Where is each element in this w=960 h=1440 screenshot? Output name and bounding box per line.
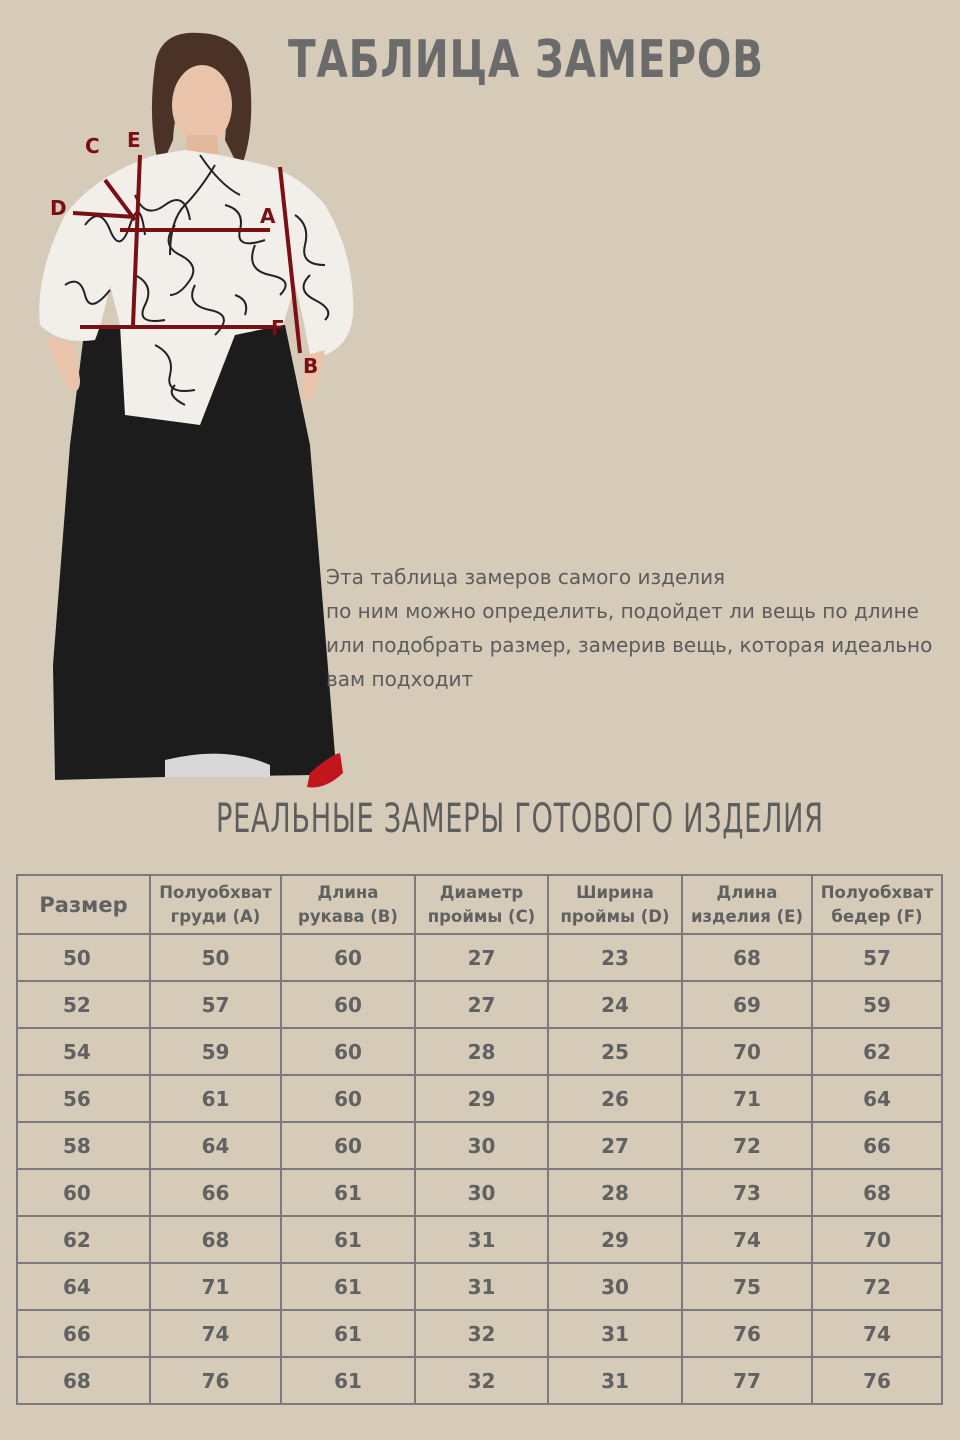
size-cell: 54 bbox=[17, 1028, 150, 1075]
value-cell: 76 bbox=[682, 1310, 812, 1357]
value-cell: 23 bbox=[548, 934, 682, 981]
measurements-table bbox=[16, 874, 943, 1405]
label-a: A bbox=[260, 204, 276, 228]
column-header bbox=[548, 875, 682, 934]
value-cell: 60 bbox=[281, 934, 415, 981]
value-cell: 31 bbox=[415, 1216, 548, 1263]
value-cell: 30 bbox=[415, 1169, 548, 1216]
column-header bbox=[812, 875, 942, 934]
column-header bbox=[281, 875, 415, 934]
value-cell: 71 bbox=[150, 1263, 281, 1310]
label-c: C bbox=[85, 134, 100, 158]
value-cell: 61 bbox=[281, 1169, 415, 1216]
column-header bbox=[17, 875, 150, 934]
value-cell: 28 bbox=[415, 1028, 548, 1075]
value-cell: 62 bbox=[812, 1028, 942, 1075]
table-row bbox=[17, 981, 942, 1028]
value-cell: 61 bbox=[281, 1216, 415, 1263]
page-title: ТАБЛИЦА ЗАМЕРОВ bbox=[288, 30, 764, 90]
value-cell: 72 bbox=[812, 1263, 942, 1310]
size-cell: 64 bbox=[17, 1263, 150, 1310]
table-row bbox=[17, 1122, 942, 1169]
column-header-line: Длина bbox=[317, 882, 379, 902]
value-cell: 60 bbox=[281, 1028, 415, 1075]
column-header-line: Полуобхват bbox=[159, 882, 272, 902]
value-cell: 30 bbox=[548, 1263, 682, 1310]
column-header-line: Размер bbox=[39, 892, 128, 917]
value-cell: 24 bbox=[548, 981, 682, 1028]
column-header bbox=[150, 875, 281, 934]
value-cell: 64 bbox=[150, 1122, 281, 1169]
value-cell: 50 bbox=[150, 934, 281, 981]
size-cell: 62 bbox=[17, 1216, 150, 1263]
value-cell: 28 bbox=[548, 1169, 682, 1216]
column-header bbox=[415, 875, 548, 934]
intro-text bbox=[326, 560, 956, 696]
intro-line: по ним можно определить, подойдет ли вещь по длине bbox=[326, 599, 919, 623]
label-f: F bbox=[271, 316, 285, 340]
value-cell: 57 bbox=[150, 981, 281, 1028]
value-cell: 27 bbox=[415, 934, 548, 981]
value-cell: 27 bbox=[415, 981, 548, 1028]
value-cell: 31 bbox=[548, 1310, 682, 1357]
intro-line: или подобрать размер, замерив вещь, которая идеально bbox=[326, 633, 933, 657]
column-header-line: изделия (Е) bbox=[690, 906, 803, 926]
value-cell: 31 bbox=[548, 1357, 682, 1404]
table-row bbox=[17, 1028, 942, 1075]
value-cell: 70 bbox=[812, 1216, 942, 1263]
model-figure bbox=[25, 25, 365, 795]
value-cell: 73 bbox=[682, 1169, 812, 1216]
value-cell: 60 bbox=[281, 981, 415, 1028]
intro-line: Эта таблица замеров самого изделия bbox=[326, 565, 726, 589]
value-cell: 74 bbox=[812, 1310, 942, 1357]
value-cell: 68 bbox=[150, 1216, 281, 1263]
intro-line: вам подходит bbox=[326, 667, 474, 691]
value-cell: 76 bbox=[812, 1357, 942, 1404]
column-header-line: Полуобхват bbox=[820, 882, 934, 902]
value-cell: 29 bbox=[548, 1216, 682, 1263]
value-cell: 66 bbox=[812, 1122, 942, 1169]
table-row bbox=[17, 1169, 942, 1216]
column-header-line: бедер (F) bbox=[831, 906, 923, 926]
size-cell: 68 bbox=[17, 1357, 150, 1404]
column-header-line: рукава (В) bbox=[298, 906, 398, 926]
column-header-line: Ширина bbox=[576, 882, 654, 902]
label-e: E bbox=[127, 128, 141, 152]
value-cell: 68 bbox=[812, 1169, 942, 1216]
value-cell: 68 bbox=[682, 934, 812, 981]
table-title: РЕАЛЬНЫЕ ЗАМЕРЫ ГОТОВОГО ИЗДЕЛИЯ bbox=[216, 796, 824, 842]
value-cell: 31 bbox=[415, 1263, 548, 1310]
label-d: D bbox=[50, 196, 67, 220]
value-cell: 25 bbox=[548, 1028, 682, 1075]
table-row bbox=[17, 1216, 942, 1263]
value-cell: 59 bbox=[812, 981, 942, 1028]
value-cell: 74 bbox=[682, 1216, 812, 1263]
value-cell: 74 bbox=[150, 1310, 281, 1357]
label-b: B bbox=[303, 354, 319, 378]
value-cell: 61 bbox=[150, 1075, 281, 1122]
value-cell: 26 bbox=[548, 1075, 682, 1122]
value-cell: 76 bbox=[150, 1357, 281, 1404]
table-row bbox=[17, 1357, 942, 1404]
size-cell: 60 bbox=[17, 1169, 150, 1216]
value-cell: 66 bbox=[150, 1169, 281, 1216]
value-cell: 70 bbox=[682, 1028, 812, 1075]
value-cell: 30 bbox=[415, 1122, 548, 1169]
size-cell: 52 bbox=[17, 981, 150, 1028]
value-cell: 60 bbox=[281, 1075, 415, 1122]
value-cell: 61 bbox=[281, 1263, 415, 1310]
value-cell: 29 bbox=[415, 1075, 548, 1122]
value-cell: 71 bbox=[682, 1075, 812, 1122]
column-header-line: проймы (D) bbox=[560, 906, 670, 926]
table-row bbox=[17, 1075, 942, 1122]
column-header-line: Длина bbox=[716, 882, 778, 902]
size-cell: 50 bbox=[17, 934, 150, 981]
column-header-line: груди (А) bbox=[170, 906, 261, 926]
table-row bbox=[17, 1263, 942, 1310]
size-cell: 58 bbox=[17, 1122, 150, 1169]
value-cell: 60 bbox=[281, 1122, 415, 1169]
value-cell: 32 bbox=[415, 1310, 548, 1357]
size-cell: 56 bbox=[17, 1075, 150, 1122]
value-cell: 72 bbox=[682, 1122, 812, 1169]
table-header-row bbox=[17, 875, 942, 934]
table-row bbox=[17, 1310, 942, 1357]
size-cell: 66 bbox=[17, 1310, 150, 1357]
column-header bbox=[682, 875, 812, 934]
column-header-line: проймы (С) bbox=[427, 906, 536, 926]
table-row bbox=[17, 934, 942, 981]
column-header-line: Диаметр bbox=[439, 882, 524, 902]
value-cell: 61 bbox=[281, 1357, 415, 1404]
left-hand bbox=[45, 335, 80, 391]
value-cell: 64 bbox=[812, 1075, 942, 1122]
value-cell: 61 bbox=[281, 1310, 415, 1357]
value-cell: 59 bbox=[150, 1028, 281, 1075]
value-cell: 27 bbox=[548, 1122, 682, 1169]
value-cell: 57 bbox=[812, 934, 942, 981]
value-cell: 75 bbox=[682, 1263, 812, 1310]
value-cell: 69 bbox=[682, 981, 812, 1028]
value-cell: 32 bbox=[415, 1357, 548, 1404]
value-cell: 77 bbox=[682, 1357, 812, 1404]
face-shape bbox=[172, 65, 232, 145]
